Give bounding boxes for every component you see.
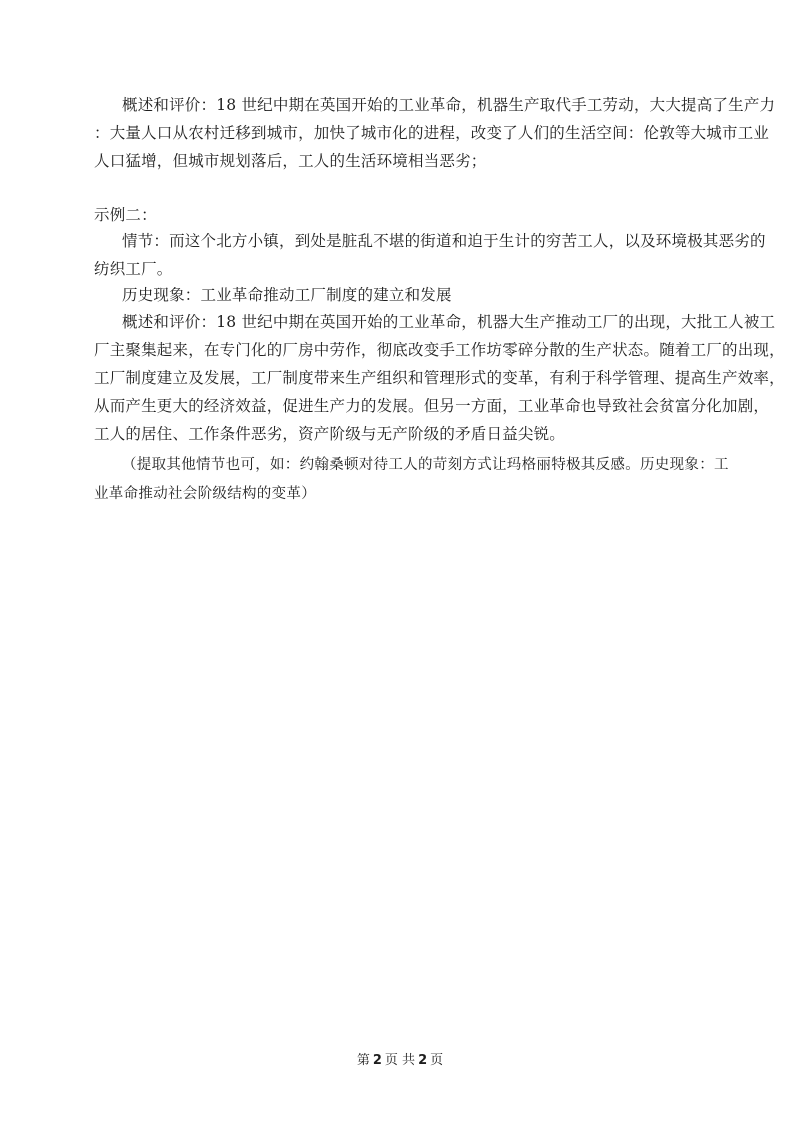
footer-page-number: 2 [372,1053,382,1068]
para2-line5: 工人的居住、工作条件恶劣，资产阶级与无产阶级的矛盾日益尖锐。 [94,425,566,443]
para2-line3: 工厂制度建立及发展，工厂制度带来生产组织和管理形式的变革，有利于科学管理、提高生产效率， [94,369,785,387]
para2-line1: 概述和评价：18 世纪中期在英国开始的工业革命，机器大生产推动工厂的出现，大批工人被工 [122,313,776,331]
para2-line2: 厂主聚集起来，在专门化的厂房中劳作，彻底改变手工作坊零碎分散的生产状态。随着工厂的出现， [94,341,785,359]
plot-line2: 纺织工厂。 [94,260,173,278]
footer-suffix: 页 [430,1053,444,1068]
para1-line2: ：大量人口从农村迁移到城市，加快了城市化的进程，改变了人们的生活空间：伦敦等大城市工业 [94,124,770,142]
page-footer [0,1052,800,1070]
footer-total-pages: 2 [418,1053,428,1068]
example2-heading: 示例二： [94,206,157,224]
para2-line4: 从而产生更大的经济效益，促进生产力的发展。但另一方面，工业革命也导致社会贫富分化加剧， [94,397,770,415]
note-line1: （提取其他情节也可，如：约翰桑顿对待工人的苛刻方式让玛格丽特极其反感。历史现象：工 [122,457,729,473]
footer-prefix: 第 [356,1053,370,1068]
plot-line1: 情节：而这个北方小镇，到处是脏乱不堪的街道和迫于生计的穷苦工人，以及环境极其恶劣的 [122,232,766,250]
footer-middle: 页 共 [384,1053,416,1068]
para1-line1: 概述和评价：18 世纪中期在英国开始的工业革命，机器生产取代手工劳动，大大提高了生产力 [122,96,776,114]
note-line2: 业革命推动社会阶级结构的变革） [94,486,316,502]
para1-line3: 人口猛增，但城市规划落后，工人的生活环境相当恶劣； [94,152,487,170]
historical-phenomenon: 历史现象：工业革命推动工厂制度的建立和发展 [122,286,452,304]
